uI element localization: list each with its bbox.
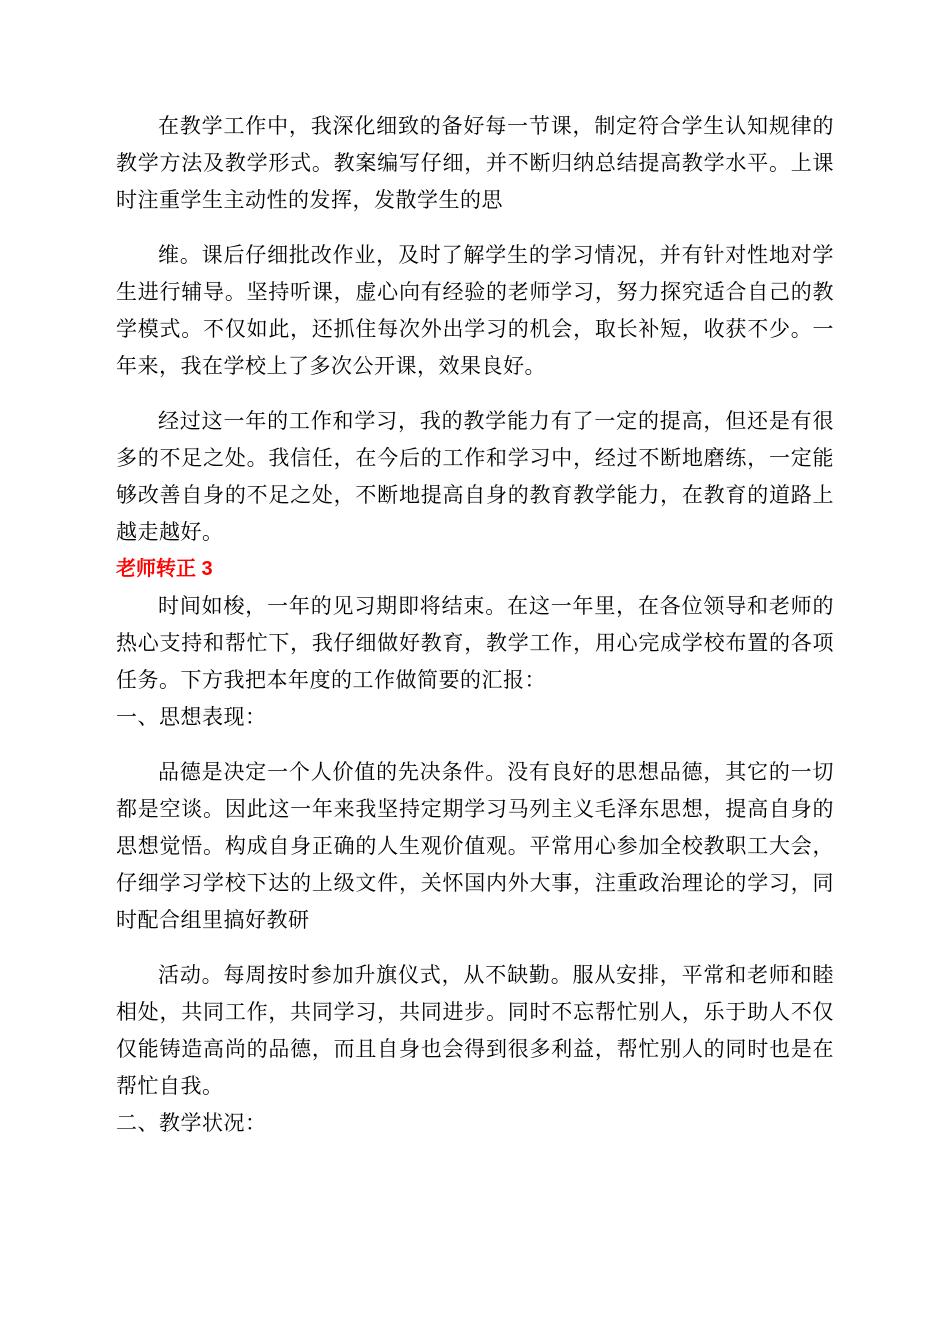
document-page bbox=[116, 108, 834, 1142]
paragraph-activities: 活动。每周按时参加升旗仪式，从不缺勤。服从安排，平常和老师和睦相处，共同工作，共同学习，共同进步。同时不忘帮忙别人，乐于助人不仅仅能铸造高尚的品德，而且自身也会得到很多利益，帮忙别人的同时也是在帮忙自我。 bbox=[116, 963, 834, 1098]
paragraph-summary: 经过这一年的工作和学习，我的教学能力有了一定的提高，但还是有很多的不足之处。我信任，在今后的工作和学习中，经过不断地磨练，一定能够改善自身的不足之处，不断地提高自身的教育教学能力，在教育的道路上越走越好。 bbox=[116, 409, 834, 544]
subheading-teaching: 二、教学状况： bbox=[116, 1111, 267, 1135]
paragraph-intro: 时间如梭，一年的见习期即将结束。在这一年里，在各位领导和老师的热心支持和帮忙下，我仔细做好教育，教学工作，用心完成学校布置的各项任务。下方我把本年度的工作做简要的汇报： bbox=[116, 594, 834, 692]
paragraph-teaching-preparation: 在教学工作中，我深化细致的备好每一节课，制定符合学生认知规律的教学方法及教学形式。教案编写仔细，并不断归纳总结提高教学水平。上课时注重学生主动性的发挥，发散学生的思 bbox=[116, 114, 834, 212]
paragraph-after-class: 维。课后仔细批改作业，及时了解学生的学习情况，并有针对性地对学生进行辅导。坚持听课，虚心向有经验的老师学习，努力探究适合自己的教学模式。不仅如此，还抓住每次外出学习的机会，取长补短，收获不少。一年来，我在学校上了多次公开课，效果良好。 bbox=[116, 243, 834, 378]
subheading-thought: 一、思想表现： bbox=[116, 705, 267, 729]
paragraph-morality: 品德是决定一个人价值的先决条件。没有良好的思想品德，其它的一切都是空谈。因此这一年来我坚持定期学习马列主义毛泽东思想，提高自身的思想觉悟。构成自身正确的人生观价值观。平常用心参加全校教职工大会，仔细学习学校下达的上级文件，关怀国内外大事，注重政治理论的学习，同时配合组里搞好教研 bbox=[116, 760, 834, 932]
section-heading: 老师转正 3 bbox=[116, 558, 213, 580]
